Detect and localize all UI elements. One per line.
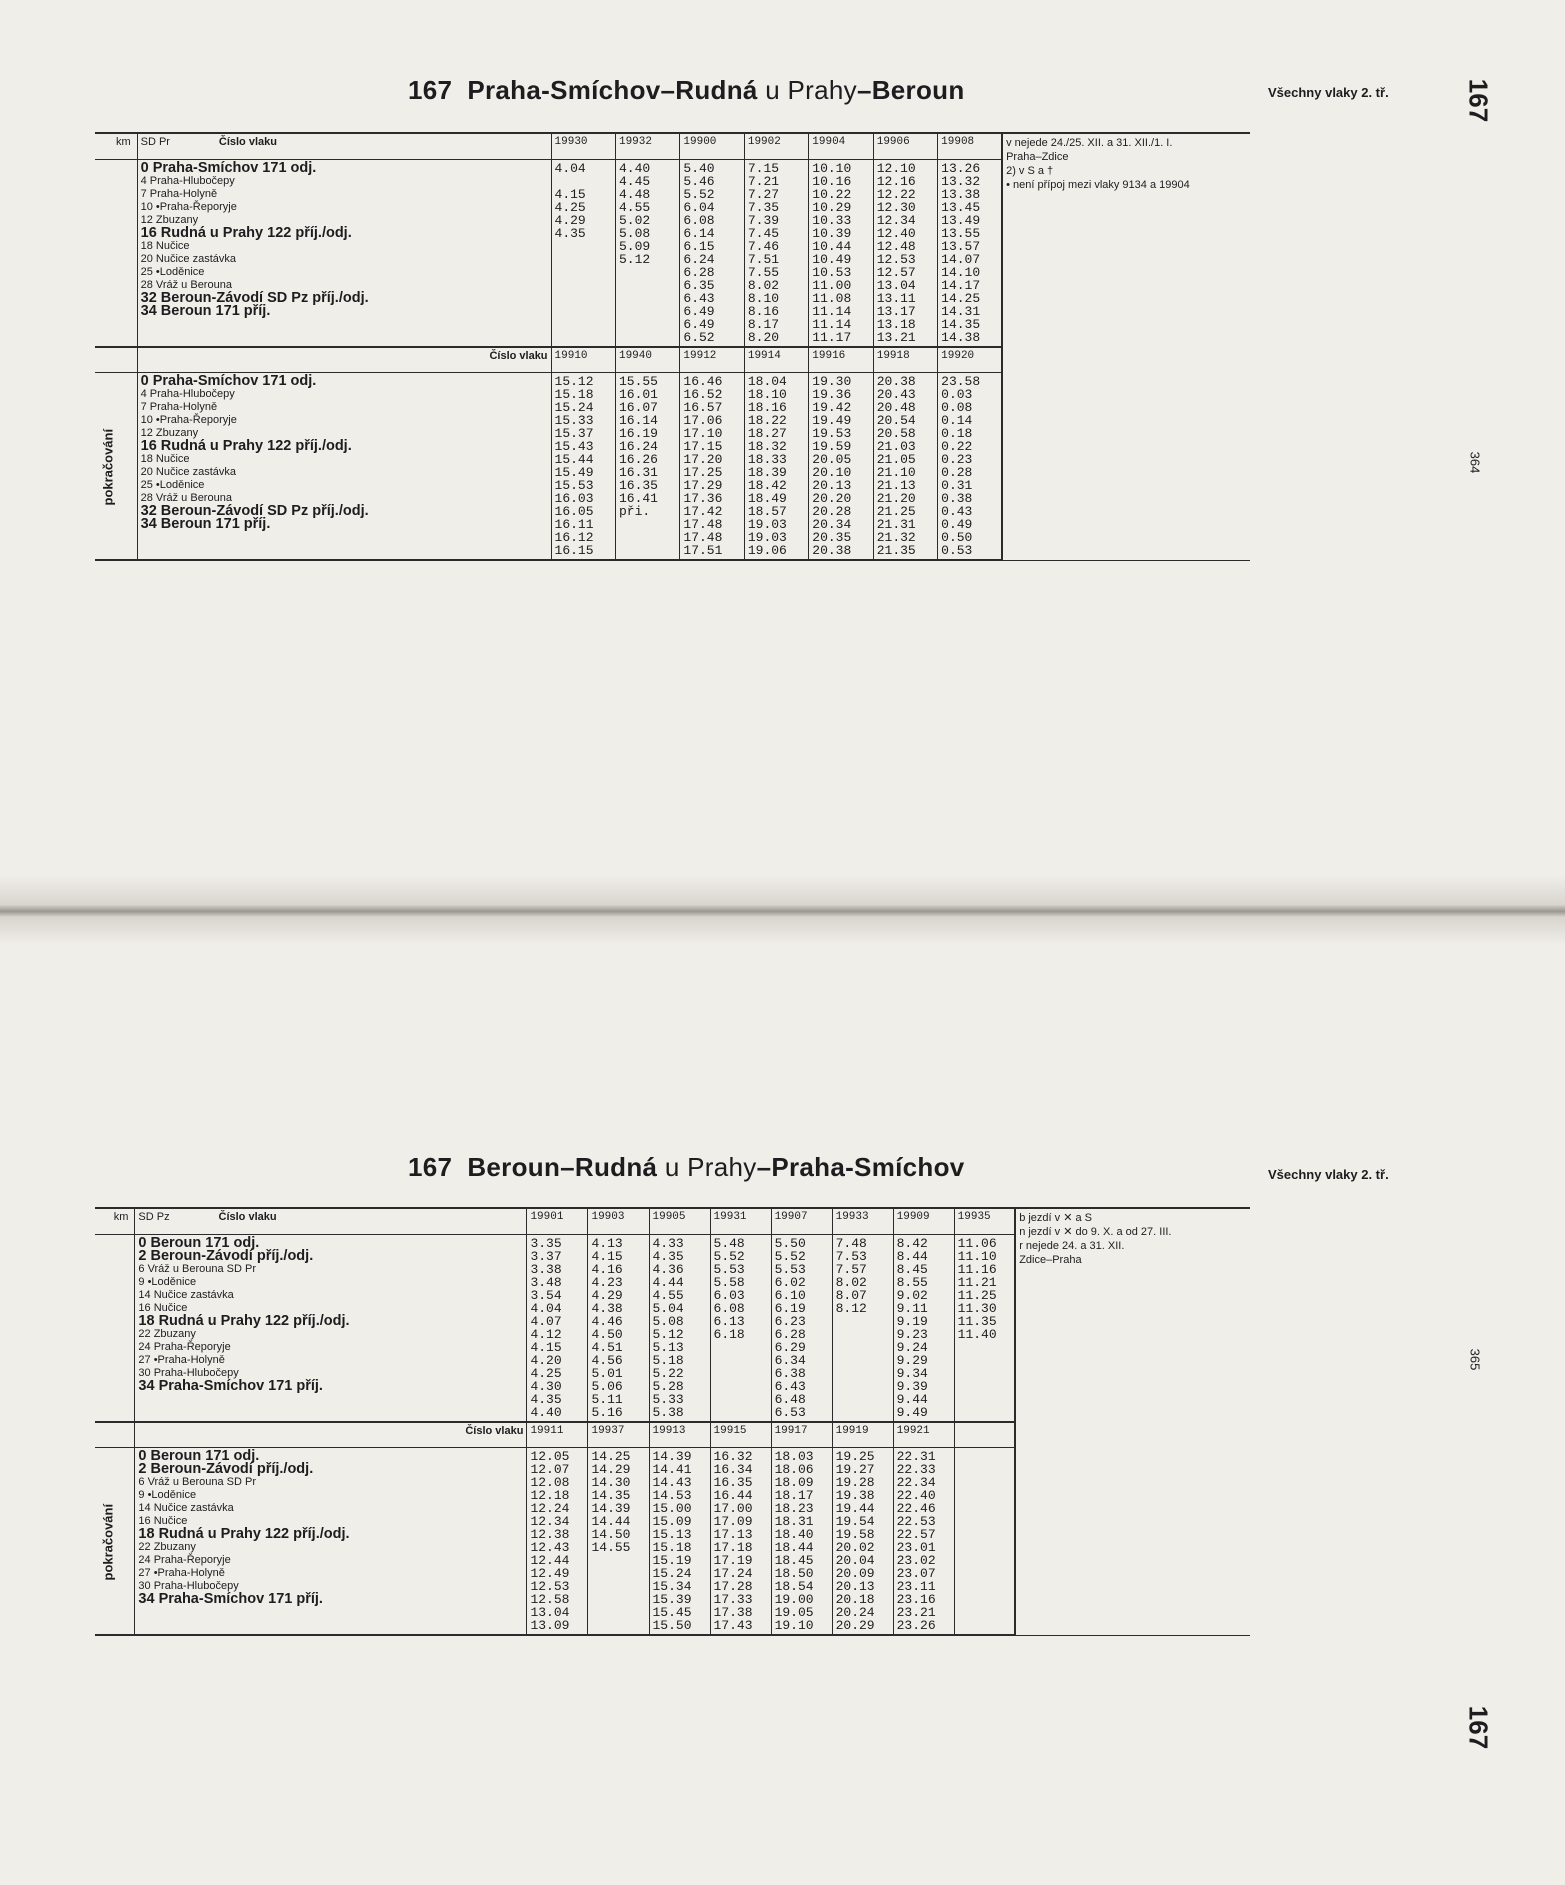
train-times: 7.48 7.53 7.57 8.02 8.07 8.12 <box>832 1234 893 1422</box>
train-times: 4.33 4.35 4.36 4.44 4.55 5.04 5.08 5.12 5.13 5.18 5.22 5.28 5.33 5.38 <box>649 1234 710 1422</box>
timetable-top-part1 <box>95 132 1250 561</box>
train-times: 13.26 13.32 13.38 13.45 13.49 13.55 13.57 14.07 14.10 14.17 14.25 14.31 14.35 14.38 <box>938 159 1002 347</box>
train-number: 19931 <box>710 1208 771 1234</box>
class-note-top: Všechny vlaky 2. tř. <box>1268 85 1389 100</box>
train-number: 19903 <box>588 1208 649 1234</box>
train-number: 19905 <box>649 1208 710 1234</box>
train-times: 20.38 20.43 20.48 20.54 20.58 21.03 21.05 21.10 21.13 21.20 21.25 21.31 21.32 21.35 <box>873 373 937 561</box>
cislo-header: Číslo vlaku <box>137 347 551 373</box>
train-times: 15.12 15.18 15.24 15.33 15.37 15.43 15.44 15.49 15.53 16.03 16.05 16.11 16.12 16.15 <box>551 373 615 561</box>
timetable-bottom <box>95 1207 1250 1636</box>
train-number: 19920 <box>938 347 1002 373</box>
page-number-bottom: 365 <box>1467 1348 1483 1371</box>
train-times: 4.13 4.15 4.16 4.23 4.29 4.38 4.46 4.50 4.51 4.56 5.01 5.06 5.11 5.16 <box>588 1234 649 1422</box>
train-times: 4.40 4.45 4.48 4.55 5.02 5.08 5.09 5.12 <box>615 159 679 347</box>
cislo-header: Číslo vlaku <box>135 1422 527 1448</box>
train-times: 7.15 7.21 7.27 7.35 7.39 7.45 7.46 7.51 7.55 8.02 8.10 8.16 8.17 8.20 <box>744 159 808 347</box>
train-times: 23.58 0.03 0.08 0.14 0.18 0.22 0.23 0.28 0.31 0.38 0.43 0.49 0.50 0.53 <box>938 373 1002 561</box>
train-number: 19908 <box>938 133 1002 159</box>
train-times: 4.04 4.15 4.25 4.29 4.35 <box>551 159 615 347</box>
side-number-bottom: 167 <box>1463 1705 1494 1750</box>
train-number: 19915 <box>710 1422 771 1448</box>
train-times: 15.55 16.01 16.07 16.14 16.19 16.24 16.26 16.31 16.35 16.41 při. <box>615 373 679 561</box>
train-number: 19911 <box>527 1422 588 1448</box>
train-number: 19907 <box>771 1208 832 1234</box>
train-times: 16.32 16.34 16.35 16.44 17.00 17.09 17.13 17.18 17.19 17.24 17.28 17.33 17.38 17.43 <box>710 1448 771 1636</box>
notes-bottom: b jezdí v ✕ a S n jezdí v ✕ do 9. X. a od 27. III. r nejede 24. a 31. XII. Zdice–Praha <box>1015 1208 1250 1635</box>
train-number: 19900 <box>680 133 744 159</box>
train-number: 19904 <box>809 133 873 159</box>
train-number: 19940 <box>615 347 679 373</box>
timetable-title-bottom: 167 Beroun–Rudná u Prahy–Praha-Smíchov <box>408 1152 965 1182</box>
side-number-top: 167 <box>1463 78 1494 123</box>
continuation-label: pokračování <box>95 373 137 561</box>
train-number: 19910 <box>551 347 615 373</box>
train-number: 19913 <box>649 1422 710 1448</box>
page-fold <box>0 875 1565 945</box>
train-number: 19932 <box>615 133 679 159</box>
train-times: 14.25 14.29 14.30 14.35 14.39 14.44 14.50 14.55 <box>588 1448 649 1636</box>
sd-header: SD Pr Číslo vlaku <box>137 133 551 159</box>
train-number: 19919 <box>832 1422 893 1448</box>
train-times: 19.25 19.27 19.28 19.38 19.44 19.54 19.58 20.02 20.04 20.09 20.13 20.18 20.24 20.29 <box>832 1448 893 1636</box>
timetable-title-top: 167 Praha-Smíchov–Rudná u Prahy–Beroun <box>408 75 965 105</box>
station-list: 0 Praha-Smíchov 171 odj. 4 Praha-Hlubočepy 7 Praha-Holyně 10 •Praha-Řeporyje 12 Zbuzany 16 Rudná u Prahy 122 příj./odj. 18 Nučice 20 Nučice zastávka 25 •Loděnice 28 Vráž u Berouna 32 Beroun-Závodí SD Pz příj./odj. 34 Beroun 171 příj. <box>137 159 551 347</box>
train-times: 22.31 22.33 22.34 22.40 22.46 22.53 22.57 23.01 23.02 23.07 23.11 23.16 23.21 23.26 <box>893 1448 954 1636</box>
train-number: 19914 <box>744 347 808 373</box>
train-times: 12.10 12.16 12.22 12.30 12.34 12.40 12.48 12.53 12.57 13.04 13.11 13.17 13.18 13.21 <box>873 159 937 347</box>
page-number-top: 364 <box>1467 451 1483 474</box>
train-times: 5.40 5.46 5.52 6.04 6.08 6.14 6.15 6.24 6.28 6.35 6.43 6.49 6.49 6.52 <box>680 159 744 347</box>
train-number: 19902 <box>744 133 808 159</box>
train-times: 3.35 3.37 3.38 3.48 3.54 4.04 4.07 4.12 4.15 4.20 4.25 4.30 4.35 4.40 <box>527 1234 588 1422</box>
train-times: 14.39 14.41 14.43 14.53 15.00 15.09 15.13 15.18 15.19 15.24 15.34 15.39 15.45 15.50 <box>649 1448 710 1636</box>
station-list: 0 Beroun 171 odj. 2 Beroun-Závodí příj./odj. 6 Vráž u Berouna SD Pr 9 •Loděnice 14 Nučice zastávka 16 Nučice 18 Rudná u Prahy 122 příj./odj. 22 Zbuzany 24 Praha-Řeporyje 27 •Praha-Holyně 30 Praha-Hlubočepy 34 Praha-Smíchov 171 příj. <box>135 1234 527 1422</box>
km-column <box>95 159 137 347</box>
train-times: 11.06 11.10 11.16 11.21 11.25 11.30 11.35 11.40 <box>954 1234 1015 1422</box>
train-times: 10.10 10.16 10.22 10.29 10.33 10.39 10.44 10.49 10.53 11.00 11.08 11.14 11.14 11.17 <box>809 159 873 347</box>
train-number: 19906 <box>873 133 937 159</box>
train-times: 18.03 18.06 18.09 18.17 18.23 18.31 18.40 18.44 18.45 18.50 18.54 19.00 19.05 19.10 <box>771 1448 832 1636</box>
train-number: 19937 <box>588 1422 649 1448</box>
train-number: 19918 <box>873 347 937 373</box>
station-list: 0 Beroun 171 odj. 2 Beroun-Závodí příj./odj. 6 Vráž u Berouna SD Pr 9 •Loděnice 14 Nučice zastávka 16 Nučice 18 Rudná u Prahy 122 příj./odj. 22 Zbuzany 24 Praha-Řeporyje 27 •Praha-Holyně 30 Praha-Hlubočepy 34 Praha-Smíchov 171 příj. <box>135 1448 527 1636</box>
train-times: 18.04 18.10 18.16 18.22 18.27 18.32 18.33 18.39 18.42 18.49 18.57 19.03 19.03 19.06 <box>744 373 808 561</box>
train-times: 16.46 16.52 16.57 17.06 17.10 17.15 17.20 17.25 17.29 17.36 17.42 17.48 17.48 17.51 <box>680 373 744 561</box>
train-number: 19912 <box>680 347 744 373</box>
train-number: 19909 <box>893 1208 954 1234</box>
train-number: 19916 <box>809 347 873 373</box>
km-header: km <box>95 1208 135 1234</box>
train-times: 19.30 19.36 19.42 19.49 19.53 19.59 20.05 20.10 20.13 20.20 20.28 20.34 20.35 20.38 <box>809 373 873 561</box>
station-list: 0 Praha-Smíchov 171 odj. 4 Praha-Hlubočepy 7 Praha-Holyně 10 •Praha-Řeporyje 12 Zbuzany 16 Rudná u Prahy 122 příj./odj. 18 Nučice 20 Nučice zastávka 25 •Loděnice 28 Vráž u Berouna 32 Beroun-Závodí SD Pz příj./odj. 34 Beroun 171 příj. <box>137 373 551 561</box>
train-times: 8.42 8.44 8.45 8.55 9.02 9.11 9.19 9.23 9.24 9.29 9.34 9.39 9.44 9.49 <box>893 1234 954 1422</box>
train-number: 19921 <box>893 1422 954 1448</box>
km-column <box>95 1234 135 1422</box>
notes-top: v nejede 24./25. XII. a 31. XII./1. I. Praha–Zdice 2) v S a † • není přípoj mezi vlaky 9134 a 19904 <box>1002 133 1250 560</box>
train-times: 5.48 5.52 5.53 5.58 6.03 6.08 6.13 6.18 <box>710 1234 771 1422</box>
km-header: km <box>95 133 137 159</box>
train-number: 19901 <box>527 1208 588 1234</box>
train-number: 19935 <box>954 1208 1015 1234</box>
continuation-label: pokračování <box>95 1448 135 1636</box>
train-number: 19930 <box>551 133 615 159</box>
class-note-bottom: Všechny vlaky 2. tř. <box>1268 1167 1389 1182</box>
train-times: 12.05 12.07 12.08 12.18 12.24 12.34 12.38 12.43 12.44 12.49 12.53 12.58 13.04 13.09 <box>527 1448 588 1636</box>
train-number: 19917 <box>771 1422 832 1448</box>
train-number: 19933 <box>832 1208 893 1234</box>
sd-header: SD Pz Číslo vlaku <box>135 1208 527 1234</box>
train-times: 5.50 5.52 5.53 6.02 6.10 6.19 6.23 6.28 6.29 6.34 6.38 6.43 6.48 6.53 <box>771 1234 832 1422</box>
